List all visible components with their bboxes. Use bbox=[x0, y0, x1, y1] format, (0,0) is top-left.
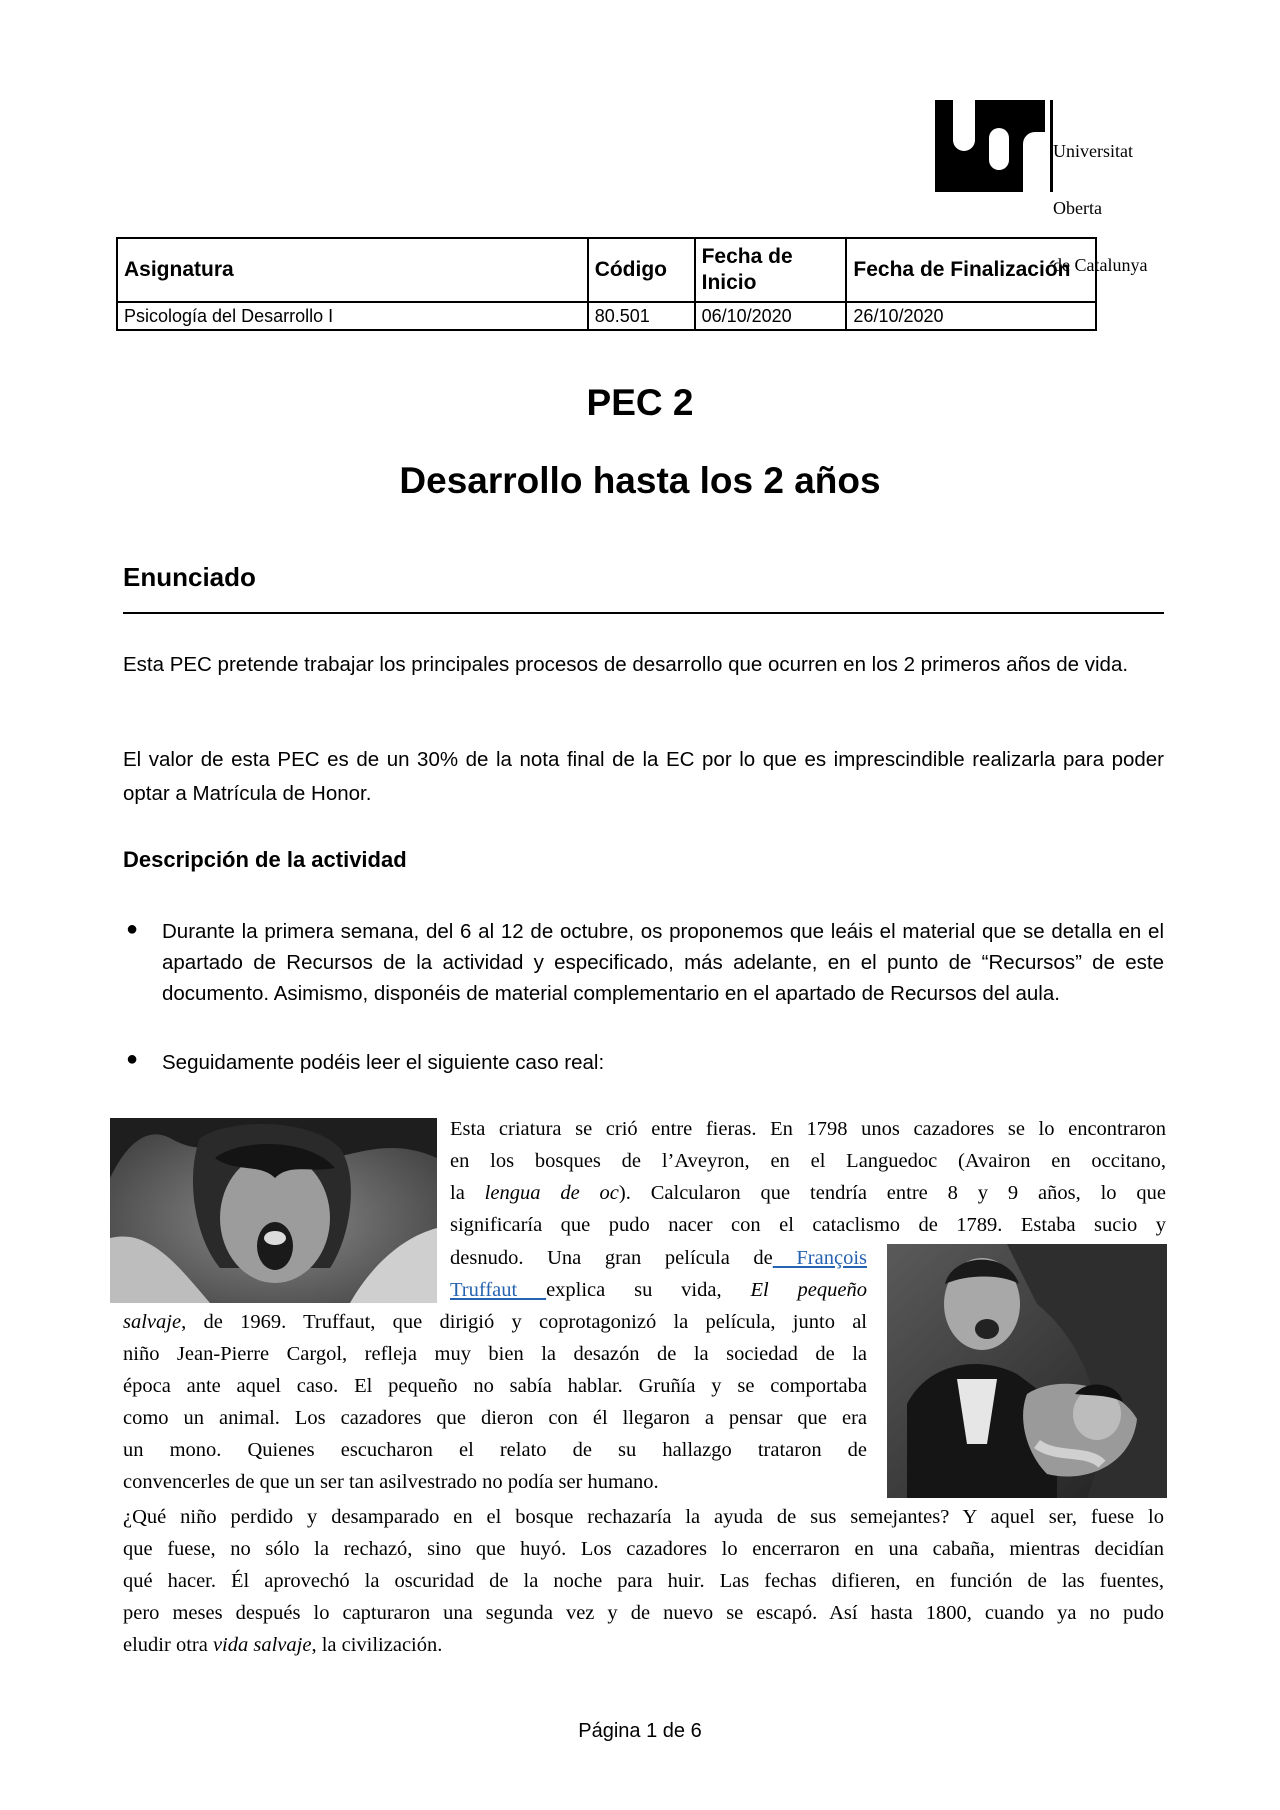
bullet-marker: ● bbox=[126, 1048, 139, 1070]
document-title: PEC 2 bbox=[586, 382, 694, 423]
story-line: qué hacer. Él aprovechó la oscuridad de la noche para huir. Las fechas difieren, en función de las fuentes, bbox=[123, 1570, 1164, 1592]
header-codigo: Código bbox=[588, 238, 695, 302]
story-line: que fuese, no sólo la rechazó, sino que huyó. Los cazadores lo encerraron en una cabaña, mientras decidían bbox=[123, 1538, 1164, 1560]
story-text-right-top bbox=[450, 1113, 1166, 1241]
story-line: significaría que pudo nacer con el cataclismo de 1789. Estaba sucio y bbox=[450, 1214, 1166, 1236]
story-text-right-narrow bbox=[450, 1242, 867, 1306]
story-line bbox=[123, 1629, 1164, 1661]
page-number: Página 1 de 6 bbox=[578, 1720, 702, 1742]
value-paragraph: El valor de esta PEC es de un 30% de la nota final de la EC por lo que es imprescindible realizarla para poder optar a Matrícula de Honor. bbox=[123, 748, 1164, 805]
bullet-item: Durante la primera semana, del 6 al 12 de octubre, os proponemos que leáis el material que se detalla en el apartado de Recursos de la actividad y especificado, más adelante, en el punto de “Recursos” de este documento. Asimismo, disponéis de material complementario en el apartado de Recursos del aula. bbox=[162, 920, 1164, 1005]
story-line-part: , la civilización. bbox=[311, 1634, 443, 1656]
story-line bbox=[450, 1274, 867, 1306]
truffaut-link[interactable]: François bbox=[772, 1247, 867, 1269]
story-line: ¿Qué niño perdido y desamparado en el bosque rechazaría la ayuda de sus semejantes? Y aquel ser, fuese lo bbox=[123, 1506, 1164, 1528]
story-line: época ante aquel caso. El pequeño no sabía hablar. Gruñía y se comportaba bbox=[123, 1375, 867, 1397]
story-text-bottom bbox=[123, 1501, 1164, 1661]
story-line bbox=[123, 1306, 867, 1338]
story-line bbox=[450, 1177, 1166, 1209]
story-line: como un animal. Los cazadores que dieron con él llegaron a pensar que era bbox=[123, 1407, 867, 1429]
story-line: en los bosques de l’Aveyron, en el Languedoc (Avairon en occitano, bbox=[450, 1150, 1166, 1172]
cell-codigo: 80.501 bbox=[588, 302, 695, 330]
story-text-left bbox=[123, 1306, 867, 1498]
story-line-part: ). Calcularon que tendría entre 8 y 9 años, lo que bbox=[618, 1182, 1167, 1204]
logo-line-1: Universitat bbox=[1053, 141, 1133, 161]
course-info-table bbox=[116, 237, 1097, 331]
cell-fecha-inicio: 06/10/2020 bbox=[695, 302, 847, 330]
story-line: Esta criatura se crió entre fieras. En 1798 unos cazadores se lo encontraron bbox=[450, 1118, 1166, 1140]
story-italic: lengua de oc bbox=[484, 1182, 619, 1204]
story-line-part: desnudo. Una gran película de bbox=[450, 1247, 773, 1269]
logo-line-3: de Catalunya bbox=[1053, 255, 1148, 275]
table-row bbox=[117, 302, 1096, 330]
bullet-marker: ● bbox=[126, 918, 139, 940]
header-fecha-finalizacion: Fecha de Finalización bbox=[846, 238, 1096, 302]
story-line-part: la bbox=[450, 1182, 485, 1204]
bullet-item: Seguidamente podéis leer el siguiente caso real: bbox=[162, 1051, 605, 1074]
uoc-logo-mark bbox=[935, 100, 1045, 192]
story-line: convencerles de que un ser tan asilvestrado no podía ser humano. bbox=[123, 1471, 659, 1493]
table-header-row bbox=[117, 238, 1096, 302]
film-still-photo bbox=[887, 1244, 1167, 1498]
story-italic: vida salvaje bbox=[212, 1634, 312, 1656]
header-fecha-inicio: Fecha de Inicio bbox=[695, 238, 847, 302]
story-italic: El pequeño bbox=[750, 1279, 867, 1301]
document-subtitle: Desarrollo hasta los 2 años bbox=[399, 460, 881, 501]
story-italic: salvaje bbox=[123, 1311, 182, 1333]
story-line bbox=[450, 1242, 867, 1274]
cell-fecha-finalizacion: 26/10/2020 bbox=[846, 302, 1096, 330]
story-line-part: , de 1969. Truffaut, que dirigió y coprotagonizó la película, junto al bbox=[181, 1311, 867, 1333]
story-line: pero meses después lo capturaron una segunda vez y de nuevo se escapó. Así hasta 1800, cuando ya no pudo bbox=[123, 1602, 1164, 1624]
wild-child-photo bbox=[110, 1118, 437, 1303]
uoc-logo bbox=[935, 100, 1165, 275]
section-heading: Enunciado bbox=[123, 562, 256, 592]
story-line: niño Jean-Pierre Cargol, refleja muy bien la desazón de la sociedad de la bbox=[123, 1343, 867, 1365]
story-line-part: explica su vida, bbox=[546, 1279, 751, 1301]
activity-heading: Descripción de la actividad bbox=[123, 847, 407, 872]
story-line-part: eludir otra bbox=[123, 1634, 213, 1656]
section-rule bbox=[123, 612, 1164, 614]
logo-line-2: Oberta bbox=[1053, 198, 1102, 218]
header-asignatura: Asignatura bbox=[117, 238, 588, 302]
cell-asignatura: Psicología del Desarrollo I bbox=[117, 302, 588, 330]
story-line: un mono. Quienes escucharon el relato de su hallazgo trataron de bbox=[123, 1439, 867, 1461]
truffaut-link-continued[interactable]: Truffaut bbox=[450, 1279, 547, 1301]
intro-paragraph: Esta PEC pretende trabajar los principales procesos de desarrollo que ocurren en los 2 primeros años de vida. bbox=[123, 653, 1129, 676]
